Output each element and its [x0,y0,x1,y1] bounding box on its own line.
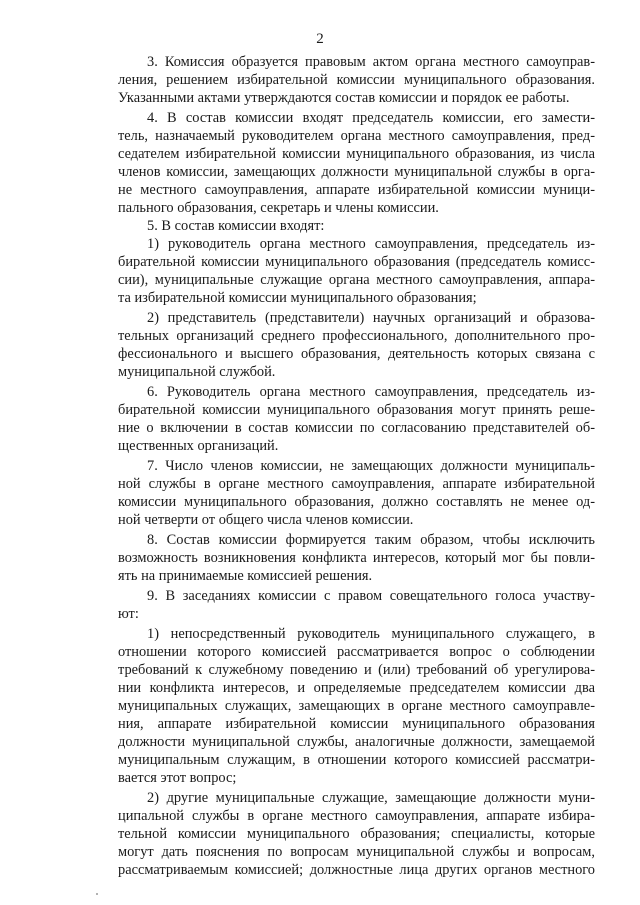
text-line: 7. Число членов комиссии, не замещающих должности муниципаль- [147,458,595,474]
text-line: нии конфликта интересов, и определяемые председателем комиссии два [118,680,595,696]
text-line: бирательной комиссии муниципального образования (председатель комисс- [118,254,595,270]
text-line: 9. В заседаниях комиссии с правом совещательного голоса участву- [147,588,595,604]
text-line: ние о включении в состав комиссии по согласованию представителей об- [118,420,595,436]
text-line: фессионального и высшего образования, деятельность которых связана с [118,346,595,362]
document-body [118,53,595,879]
text-line: вается этот вопрос; [118,770,237,786]
text-line: ять на принимаемые комиссией решения. [118,568,373,584]
text-line: Указанными актами утверждаются состав комиссии и порядок ее работы. [118,90,570,106]
text-line: 1) руководитель органа местного самоуправления, председатель из- [147,236,595,252]
text-line: 2) представитель (представители) научных организаций и образова- [147,310,595,326]
page-number: 2 [316,31,324,47]
text-line: пального образования, секретарь и члены комиссии. [118,200,439,216]
text-line: ления, решением избирательной комиссии муниципального образования. [118,72,595,88]
text-line: отношении которого комиссией рассматривается вопрос о соблюдении [118,644,595,660]
text-line: 8. Состав комиссии формируется таким образом, чтобы исключить [147,532,595,548]
text-line: ципальной службы в органе местного самоуправления, аппарате избира- [118,808,595,824]
text-line: седателем избирательной комиссии муниципального образования, из числа [118,146,595,162]
text-line: рассматриваемым комиссией; должностные лица других органов местного [118,862,595,878]
text-line: должности муниципальной службы, аналогичные должности, замещаемой [118,734,595,750]
text-line: 6. Руководитель органа местного самоуправления, председатель из- [147,384,595,400]
text-line: могут дать пояснения по вопросам муниципальной службы и вопросам, [118,844,595,860]
text-line: сии), муниципальные служащие органа местного самоуправления, аппара- [118,272,595,288]
text-line: щественных организаций. [118,438,279,454]
text-line: 5. В состав комиссии входят: [147,218,325,234]
scan-artifact [96,893,98,895]
text-line: муниципальных служащих, замещающих в органе местного самоуправле- [118,698,595,714]
text-line: тельной комиссии муниципального образования; специалисты, которые [118,826,595,842]
text-line: ной службы в органе местного самоуправления, аппарате избирательной [118,476,595,492]
text-line: муниципальной службой. [118,364,276,380]
text-line: тель, назначаемый руководителем органа местного самоуправления, пред- [118,128,595,144]
text-line: 1) непосредственный руководитель муниципального служащего, в [147,626,595,642]
text-line: муниципальным служащим, в отношении которого комиссией рассматри- [118,752,595,768]
text-line: возможность возникновения конфликта интересов, который мог бы повли- [118,550,595,566]
text-line: комиссии муниципального образования, должно составлять не менее од- [118,494,595,510]
text-line: 3. Комиссия образуется правовым актом органа местного самоуправ- [147,54,595,70]
text-line: членов комиссии, замещающих должности муниципальной службы в орга- [118,164,595,180]
text-line: ют: [118,606,139,622]
text-line: ния, аппарате избирательной комиссии муниципального образования [118,716,595,732]
text-line: требований к служебному поведению и (или) требований об урегулирова- [118,662,595,678]
text-line: ной четверти от общего числа членов комиссии. [118,512,414,528]
text-line: 4. В состав комиссии входят председатель комиссии, его замести- [147,110,595,126]
text-line: тельных организаций среднего профессионального, дополнительного про- [118,328,595,344]
text-line: та избирательной комиссии муниципального образования; [118,290,477,306]
text-line: не местного самоуправления, аппарате избирательной комиссии муници- [118,182,595,198]
text-line: 2) другие муниципальные служащие, замещающие должности муни- [147,790,595,806]
text-line: бирательной комиссии муниципального образования могут принять реше- [118,402,595,418]
